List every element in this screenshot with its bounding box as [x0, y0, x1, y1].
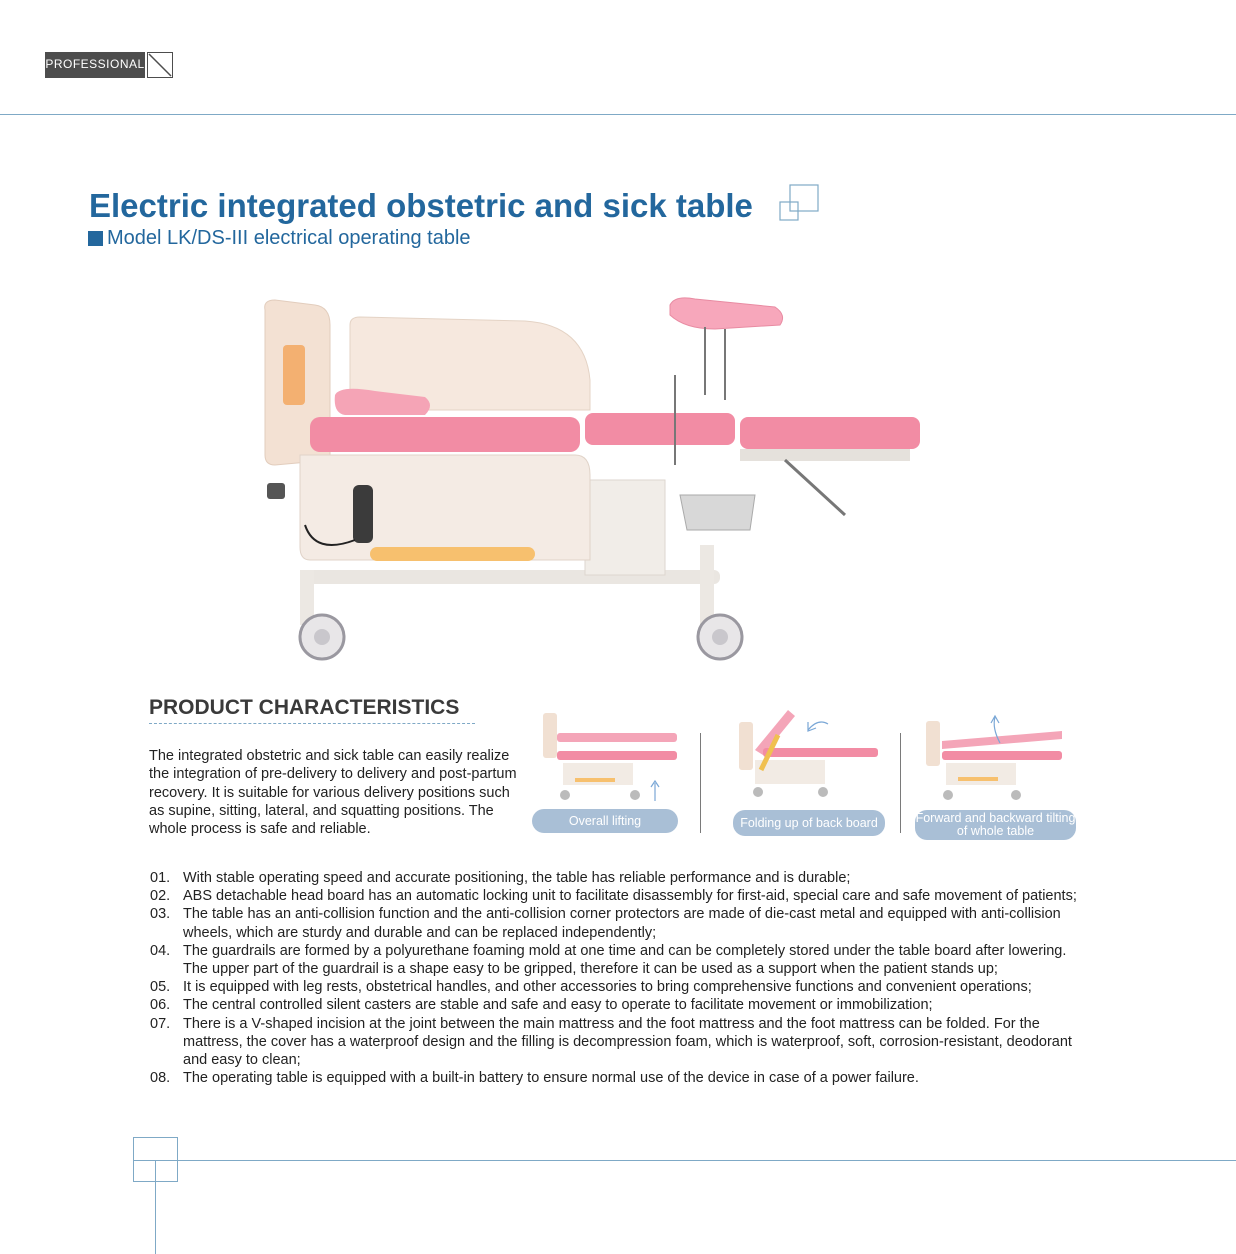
back-board-folding-thumbnail — [733, 700, 888, 800]
feature-label-overall-lifting: Overall lifting — [532, 809, 678, 833]
professional-badge: PROFESSIONAL — [45, 52, 145, 76]
characteristics-list — [150, 869, 1090, 1087]
feature-separator — [700, 733, 701, 833]
feature-label-back-board: Folding up of back board — [733, 810, 885, 836]
model-subtitle — [88, 227, 471, 250]
list-item: 08. The operating table is equipped with a built-in battery to ensure normal use of the device in case of a power failure. — [150, 1070, 919, 1087]
intro-paragraph: The integrated obstetric and sick table can easily realize the integration of pre-delivery to delivery and post-partum recovery. It is suitable for various delivery positions such as supine, sitting, lateral, and squatting positions. The whole process is safe and reliable. — [149, 748, 517, 838]
list-item: 05. It is equipped with leg rests, obstetrical handles, and other accessories to bring comprehensive functions and convenient operations; — [150, 979, 1032, 996]
diagonal-corner-icon — [147, 52, 173, 78]
list-item: 07. There is a V-shaped incision at the joint between the main mattress and the foot mattress and the foot mattress can be folded. For the mattress, the cover has a waterproof design and the filling is decompression foam, which is waterproof, soft, corrosion-resistant, deodorant and easy to clean; — [150, 1015, 1072, 1069]
list-item: 02. ABS detachable head board has an automatic locking unit to facilitate disassembly for first-aid, special care and safe movement of patients; — [150, 888, 1077, 905]
badge-underline — [45, 76, 145, 78]
page-title: Electric integrated obstetric and sick table — [89, 187, 753, 224]
list-item: 03. The table has an anti-collision function and the anti-collision corner protectors are made of die-cast metal and equipped with anti-collision wheels, which are sturdy and durable and can be replaced independently; — [150, 906, 1061, 941]
list-item: 06. The central controlled silent casters are stable and safe and easy to operate to facilitate movement or immobilization; — [150, 997, 933, 1014]
overall-lifting-thumbnail — [535, 703, 690, 803]
overlapping-squares-icon — [778, 184, 820, 224]
square-bullet-icon — [88, 231, 103, 246]
list-item: 01. With stable operating speed and accurate positioning, the table has reliable performance and is durable; — [150, 870, 851, 886]
top-divider — [0, 114, 1236, 115]
feature-separator — [900, 733, 901, 833]
bottom-box-crossbar — [133, 1160, 179, 1161]
list-item: 04. The guardrails are formed by a polyurethane foaming mold at one time and can be completely stored under the table board after lowering. The upper part of the guardrail is a shape easy to be gripped, therefore it can be used as a support when the patient stands up; — [150, 942, 1067, 978]
subtitle-text: Model LK/DS-III electrical operating table — [107, 227, 471, 249]
bottom-vertical-rule — [155, 1160, 156, 1254]
obstetric-table-image — [255, 285, 935, 665]
section-title: PRODUCT CHARACTERISTICS — [149, 696, 460, 719]
feature-label-tilting: Forward and backward tilting of whole table — [915, 811, 1076, 838]
section-dashed-rule — [149, 723, 475, 724]
bottom-divider — [179, 1160, 1236, 1161]
tilting-thumbnail — [920, 703, 1075, 803]
